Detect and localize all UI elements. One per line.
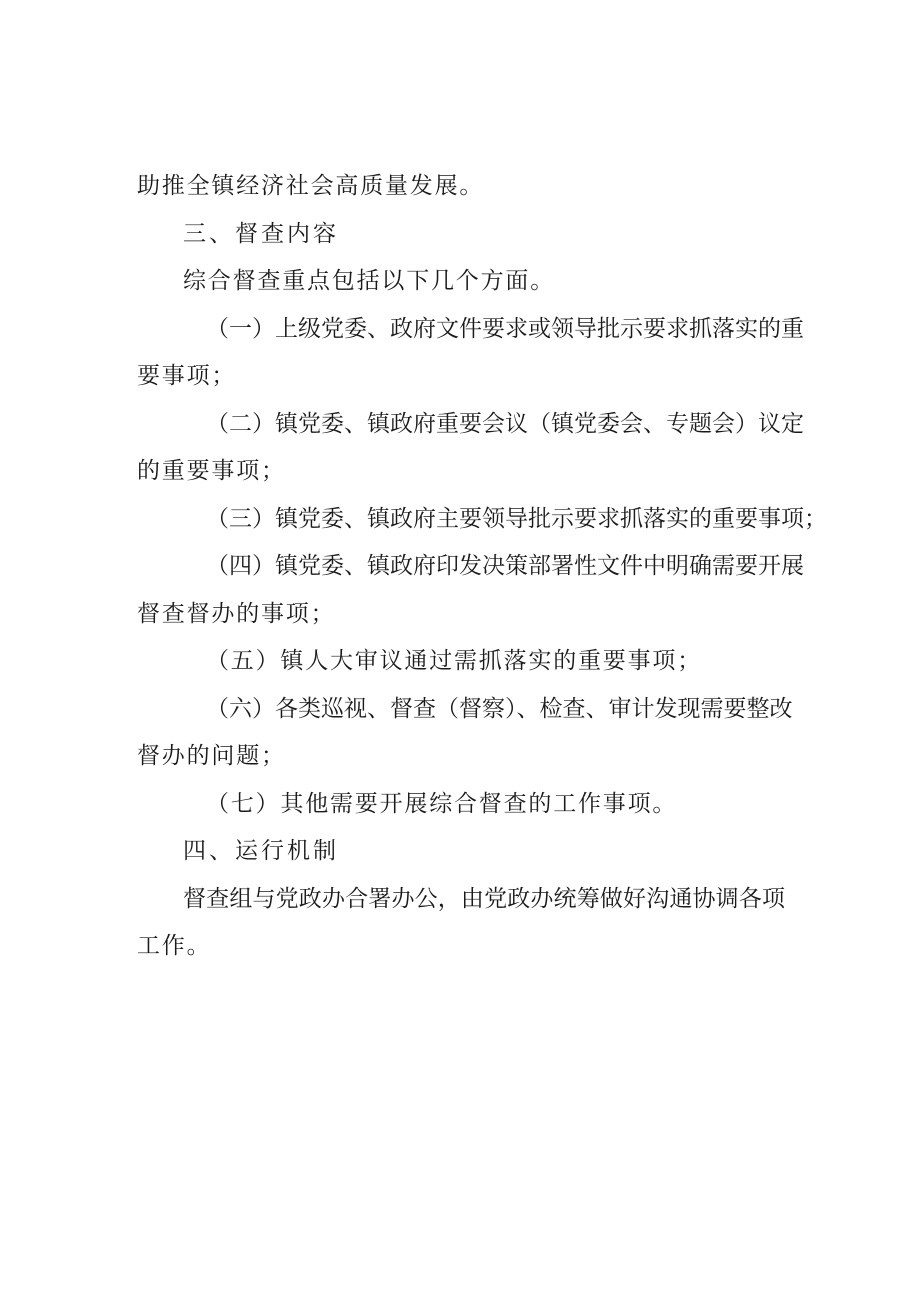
list-item-2-line-2: 的重要事项； xyxy=(137,458,286,484)
list-item-7: （七）其他需要开展综合督查的工作事项。 xyxy=(206,790,678,817)
list-item-2-line-1: （二）镇党委、镇政府重要会议（镇党委会、专题会）议定 xyxy=(206,410,804,437)
list-item-4-line-1: （四）镇党委、镇政府印发决策部署性文件中明确需要开展 xyxy=(206,553,804,579)
section-heading-4: 四、运行机制 xyxy=(183,838,339,864)
document-body xyxy=(137,163,827,971)
list-item-3: （三）镇党委、镇政府主要领导批示要求抓落实的重要事项； xyxy=(206,505,827,532)
paragraph-intro: 综合督查重点包括以下几个方面。 xyxy=(183,268,555,294)
list-item-1-line-1: （一）上级党委、政府文件要求或领导批示要求抓落实的重 xyxy=(206,315,804,342)
list-item-6-line-1: （六）各类巡视、督查（督察）、检查、审计发现需要整改 xyxy=(206,695,793,722)
section-heading-3: 三、督查内容 xyxy=(183,220,339,247)
paragraph-mechanism-line-1: 督查组与党政办合署办公，由党政办统筹做好沟通协调各项 xyxy=(183,885,785,912)
paragraph-mechanism-line-2: 工作。 xyxy=(137,933,212,959)
list-item-6-line-2: 督办的问题； xyxy=(137,743,286,769)
list-item-4-line-2: 督查督办的事项； xyxy=(137,600,336,627)
paragraph-continuation: 助推全镇经济社会高质量发展。 xyxy=(137,173,485,199)
list-item-1-line-2: 要事项； xyxy=(137,363,237,389)
list-item-5: （五）镇人大审议通过需抓落实的重要事项； xyxy=(206,648,702,674)
